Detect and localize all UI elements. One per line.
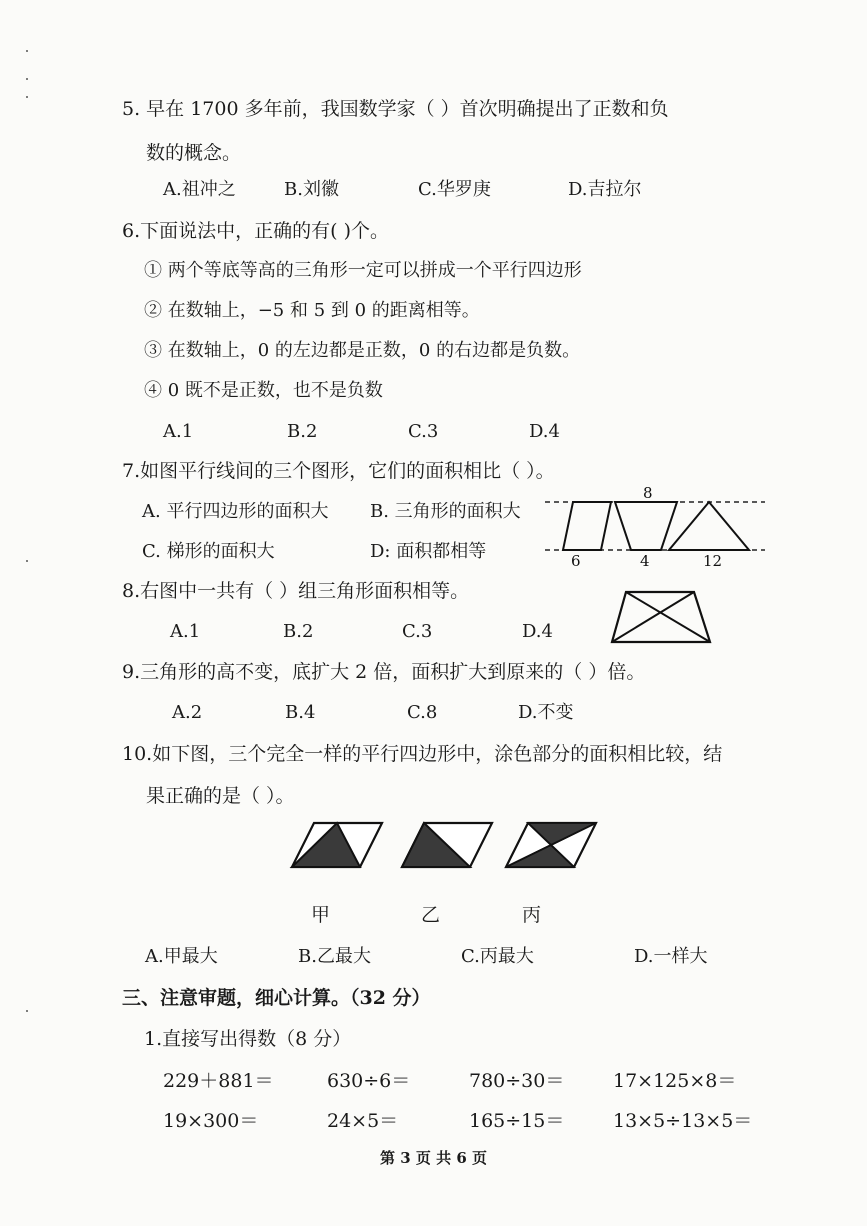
q7-label-right: 12 <box>703 552 723 570</box>
q7-option-c: C. 梯形的面积大 <box>142 541 275 562</box>
q7-figure-parallel-lines <box>545 482 767 572</box>
section3-sub1: 1.直接写出得数（8 分） <box>144 1028 352 1050</box>
q9-option-d: D.不变 <box>518 702 574 723</box>
q7-trapezoid-shape <box>615 502 677 550</box>
q9-option-c: C.8 <box>407 702 438 723</box>
q7-label-top: 8 <box>643 484 653 502</box>
q8-option-c: C.3 <box>402 621 433 642</box>
calc-r2-c1: 19×300＝ <box>163 1110 259 1132</box>
q7-stem: 7.如图平行线间的三个图形，它们的面积相比（ ）。 <box>122 460 555 482</box>
scan-speck <box>26 96 28 98</box>
q10-option-a: A.甲最大 <box>145 946 218 967</box>
scan-speck <box>26 560 28 562</box>
section3-title: 三、注意审题，细心计算。（32 分） <box>122 987 431 1009</box>
q5-line2: 数的概念。 <box>146 142 242 164</box>
q5-option-b: B.刘徽 <box>284 179 339 200</box>
q10-label-jia: 甲 <box>311 904 331 926</box>
q10-option-d: D.一样大 <box>634 946 708 967</box>
q10-line1: 10.如下图，三个完全一样的平行四边形中，涂色部分的面积相比较，结 <box>122 743 723 765</box>
calc-r2-c4: 13×5÷13×5＝ <box>613 1110 753 1132</box>
calc-r1-c3: 780÷30＝ <box>469 1070 565 1092</box>
q6-option-a: A.1 <box>163 421 194 442</box>
q5-option-a: A.祖冲之 <box>163 179 236 200</box>
q10-label-yi: 乙 <box>421 904 441 926</box>
scan-speck <box>26 50 28 52</box>
q5-option-d: D.吉拉尔 <box>568 179 642 200</box>
q8-stem: 8.右图中一共有（ ）组三角形面积相等。 <box>122 580 470 602</box>
scan-speck <box>26 78 28 80</box>
q9-option-a: A.2 <box>172 702 203 723</box>
q10-option-b: B.乙最大 <box>298 946 371 967</box>
q6-option-c: C.3 <box>408 421 439 442</box>
q7-option-b: B. 三角形的面积大 <box>370 501 521 522</box>
q8-option-b: B.2 <box>283 621 314 642</box>
q10-figure-bing <box>506 820 598 870</box>
q6-statement-1: ① 两个等底等高的三角形一定可以拼成一个平行四边形 <box>144 260 582 281</box>
q10-line2: 果正确的是（ ）。 <box>146 785 295 807</box>
q7-label-left: 6 <box>571 552 581 570</box>
q6-statement-4: ④ 0 既不是正数，也不是负数 <box>144 380 383 401</box>
q8-option-d: D.4 <box>522 621 553 642</box>
q7-option-a: A. 平行四边形的面积大 <box>142 501 329 522</box>
q6-statement-3: ③ 在数轴上，0 的左边都是正数，0 的右边都是负数。 <box>144 340 581 361</box>
q7-triangle-shape <box>669 502 749 550</box>
scan-speck <box>26 1010 28 1012</box>
q8-option-a: A.1 <box>170 621 201 642</box>
q8-trapezoid-figure <box>610 588 714 646</box>
q7-label-middle: 4 <box>640 552 650 570</box>
q5-option-c: C.华罗庚 <box>418 179 491 200</box>
calc-r2-c2: 24×5＝ <box>327 1110 399 1132</box>
q9-stem: 9.三角形的高不变，底扩大 2 倍，面积扩大到原来的（ ）倍。 <box>122 661 646 683</box>
q7-parallelogram-shape <box>563 502 611 550</box>
q7-option-d: D: 面积都相等 <box>370 541 487 562</box>
q6-statement-2: ② 在数轴上，−5 和 5 到 0 的距离相等。 <box>144 300 480 321</box>
calc-r1-c2: 630÷6＝ <box>327 1070 411 1092</box>
q10-figure-jia <box>292 820 384 870</box>
q6-option-b: B.2 <box>287 421 318 442</box>
calc-r2-c3: 165÷15＝ <box>469 1110 565 1132</box>
q5-line1: 5. 早在 1700 多年前，我国数学家（ ）首次明确提出了正数和负 <box>122 98 669 120</box>
q6-option-d: D.4 <box>529 421 560 442</box>
calc-r1-c4: 17×125×8＝ <box>613 1070 737 1092</box>
page-footer: 第 3 页 共 6 页 <box>380 1149 487 1167</box>
q10-figure-yi <box>402 820 494 870</box>
q9-option-b: B.4 <box>285 702 316 723</box>
q6-stem: 6.下面说法中，正确的有( )个。 <box>122 220 389 242</box>
q10-option-c: C.丙最大 <box>461 946 534 967</box>
calc-r1-c1: 229＋881＝ <box>163 1070 274 1092</box>
q10-label-bing: 丙 <box>522 904 542 926</box>
